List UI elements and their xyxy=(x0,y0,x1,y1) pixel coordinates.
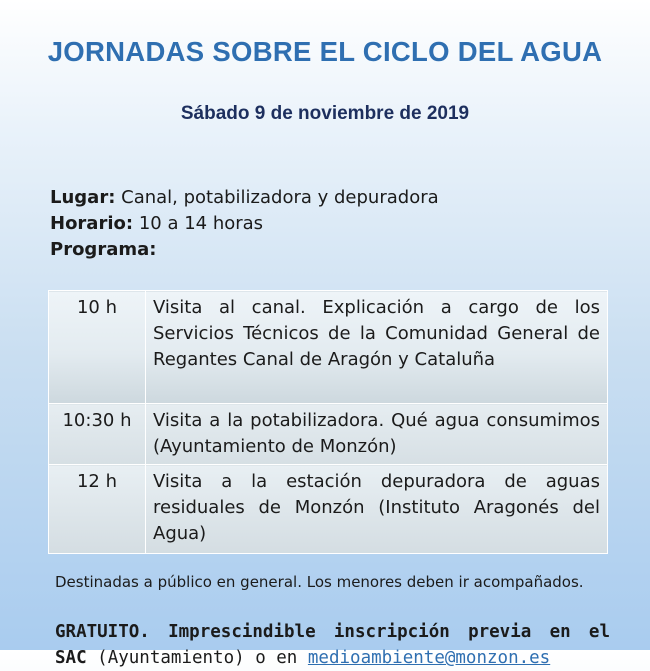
program-label: Programa: xyxy=(50,239,157,260)
location-label: Lugar: xyxy=(50,187,116,208)
registration-info xyxy=(55,619,610,671)
schedule-value: 10 a 14 horas xyxy=(138,213,264,234)
program-time: 10:30 h xyxy=(49,404,146,465)
contact-prefix: (Ayuntamiento) o en xyxy=(97,648,298,668)
program-description: Visita a la potabilizadora. Qué agua consumimos (Ayuntamiento de Monzón) xyxy=(146,404,608,465)
event-info xyxy=(50,185,439,263)
location-row xyxy=(50,185,439,211)
schedule-label: Horario: xyxy=(50,213,134,234)
registration-text: GRATUITO. Imprescindible inscripción previa en el SAC xyxy=(55,622,610,668)
event-date: Sábado 9 de noviembre de 2019 xyxy=(180,103,470,124)
program-time: 10 h xyxy=(49,291,146,404)
schedule-row xyxy=(50,211,439,237)
program-description: Visita al canal. Explicación a cargo de los Servicios Técnicos de la Comunidad General de Regantes Canal de Aragón y Cataluña xyxy=(146,291,608,404)
table-row xyxy=(49,465,608,554)
program-time: 12 h xyxy=(49,465,146,554)
program-table xyxy=(48,290,608,554)
table-row xyxy=(49,291,608,404)
page-title: JORNADAS SOBRE EL CICLO DEL AGUA xyxy=(47,36,603,67)
audience-note: Destinadas a público en general. Los menores deben ir acompañados. xyxy=(55,573,584,591)
program-row xyxy=(50,237,439,263)
contact-email-link[interactable]: medioambiente@monzon.es xyxy=(307,648,551,668)
location-value: Canal, potabilizadora y depuradora xyxy=(121,187,439,208)
program-description: Visita a la estación depuradora de aguas residuales de Monzón (Instituto Aragonés del Agua) xyxy=(146,465,608,554)
table-row xyxy=(49,404,608,465)
